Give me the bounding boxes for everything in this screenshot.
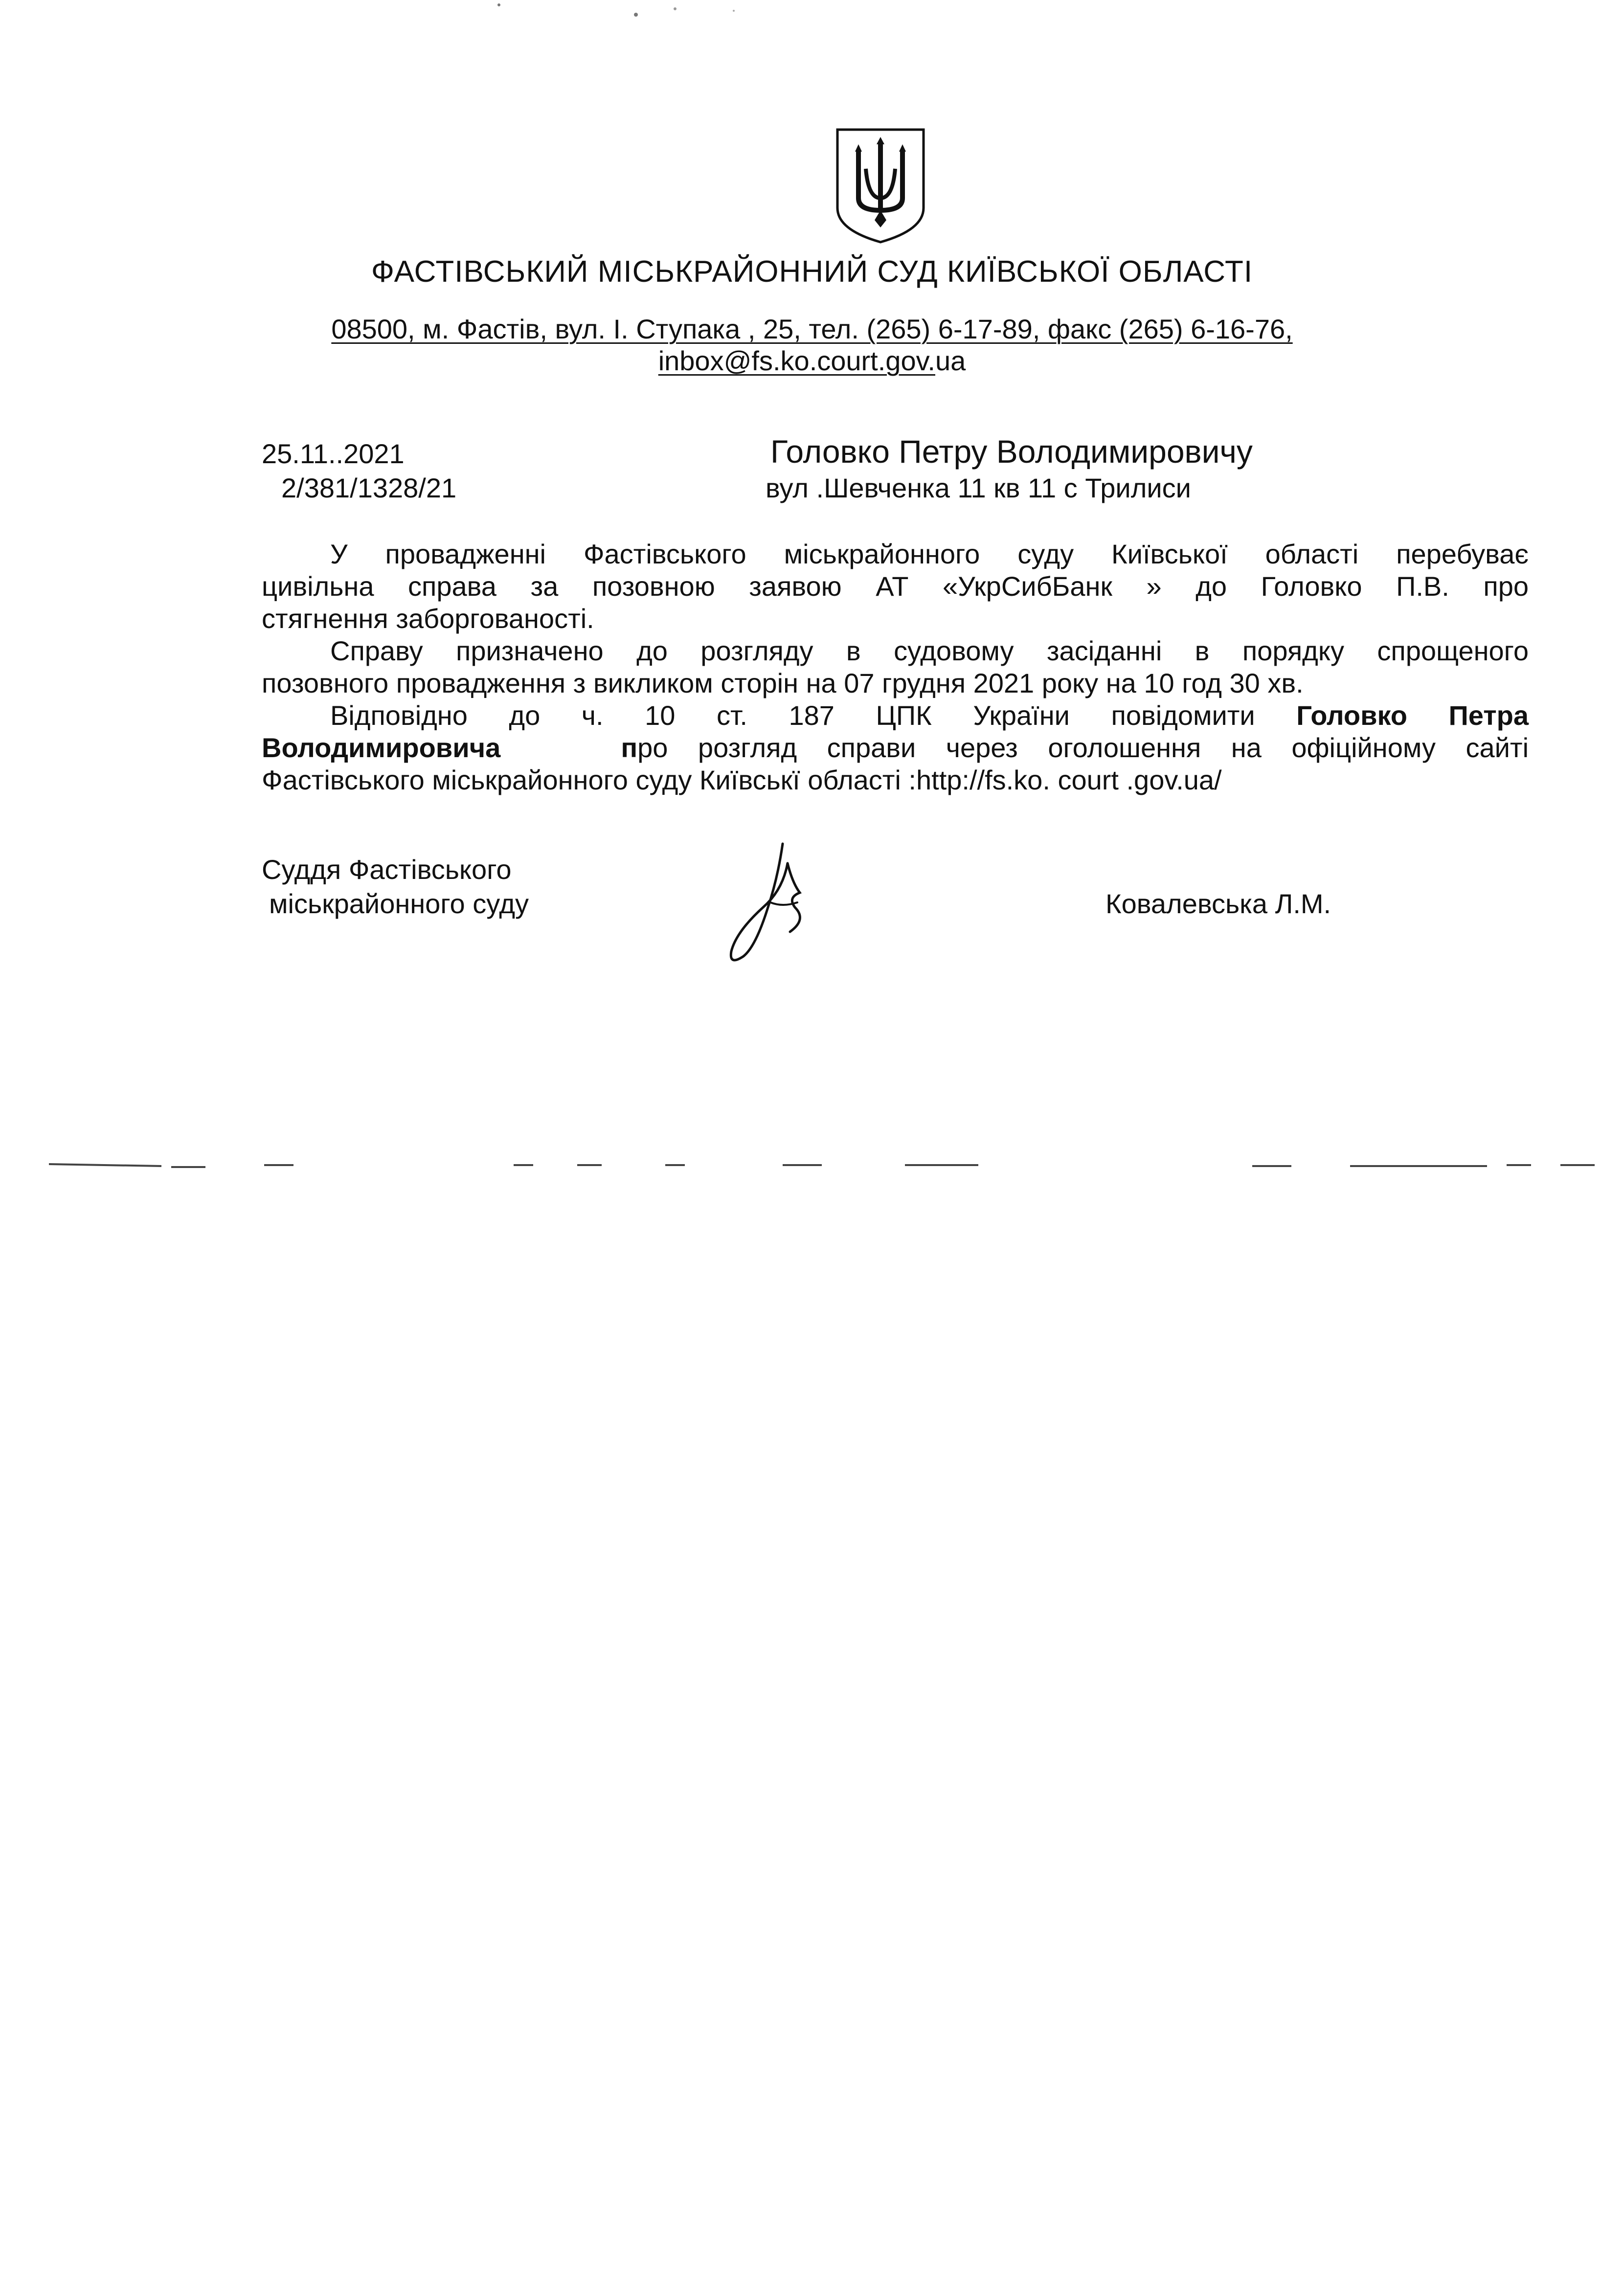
court-name: ФАСТІВСЬКИЙ МІСЬКРАЙОННИЙ СУД КИЇВСЬКОЇ ОБЛАСТІ bbox=[371, 255, 1253, 289]
court-email-tail: ua bbox=[935, 345, 966, 376]
paragraph-3-line-2 bbox=[262, 732, 1529, 764]
paragraph-1-line-1: У провадженні Фастівського міськрайонного суду Київської області перебуває bbox=[330, 539, 1529, 569]
court-address bbox=[0, 313, 1624, 345]
trident-coat-of-arms-icon bbox=[832, 125, 929, 247]
notified-person-patronymic: Володимировича bbox=[262, 732, 501, 763]
recipient-name: Головко Петру Володимировичу bbox=[770, 433, 1253, 470]
paragraph-3-line-3: Фастівського міськрайонного суду Київськї області :http://fs.ko. court .gov.ua/ bbox=[262, 764, 1222, 795]
paragraph-2-line-1: Справу призначено до розгляду в судовому засіданні в порядку спрощеного bbox=[330, 635, 1529, 666]
judge-title-line-1: Суддя Фастівського bbox=[262, 854, 512, 885]
paragraph-3-line-2-text: ро розгляд справи через оголошення на офіційному сайті bbox=[637, 732, 1529, 763]
court-address-line: 08500, м. Фастів, вул. І. Ступака , 25, тел. (265) 6-17-89, факс (265) 6-16-76, bbox=[331, 314, 1293, 344]
paragraph-1-line-2: цивільна справа за позовною заявою АТ «УкрСибБанк » до Головко П.В. про bbox=[262, 571, 1529, 602]
scan-artifact-line bbox=[0, 1154, 1624, 1174]
paragraph-2-line-2: позовного провадження з викликом сторін на 07 грудня 2021 року на 10 год 30 хв. bbox=[262, 668, 1304, 698]
letter-body bbox=[262, 538, 1529, 796]
paragraph-3-line-1 bbox=[262, 699, 1529, 732]
court-email-line bbox=[0, 345, 1624, 377]
paragraph-3-line-1-text: Відповідно до ч. 10 ст. 187 ЦПК України повідомити bbox=[330, 700, 1255, 731]
scan-noise-top bbox=[0, 0, 1624, 59]
judge-name: Ковалевська Л.М. bbox=[1105, 888, 1331, 919]
paragraph-1-line-3: стягнення заборгованості. bbox=[262, 603, 594, 634]
notified-person-surname: Головко Петра bbox=[1296, 700, 1529, 731]
recipient-address: вул .Шевченка 11 кв 11 с Трилиси bbox=[766, 472, 1191, 503]
case-number: 2/381/1328/21 bbox=[281, 472, 457, 503]
judge-title-line-2: міськрайонного суду bbox=[269, 888, 529, 919]
bold-letter-p: п bbox=[621, 732, 638, 763]
handwritten-signature bbox=[709, 834, 836, 971]
court-email: inbox@fs.ko.court.gov. bbox=[658, 345, 935, 376]
document-date: 25.11..2021 bbox=[262, 438, 405, 469]
